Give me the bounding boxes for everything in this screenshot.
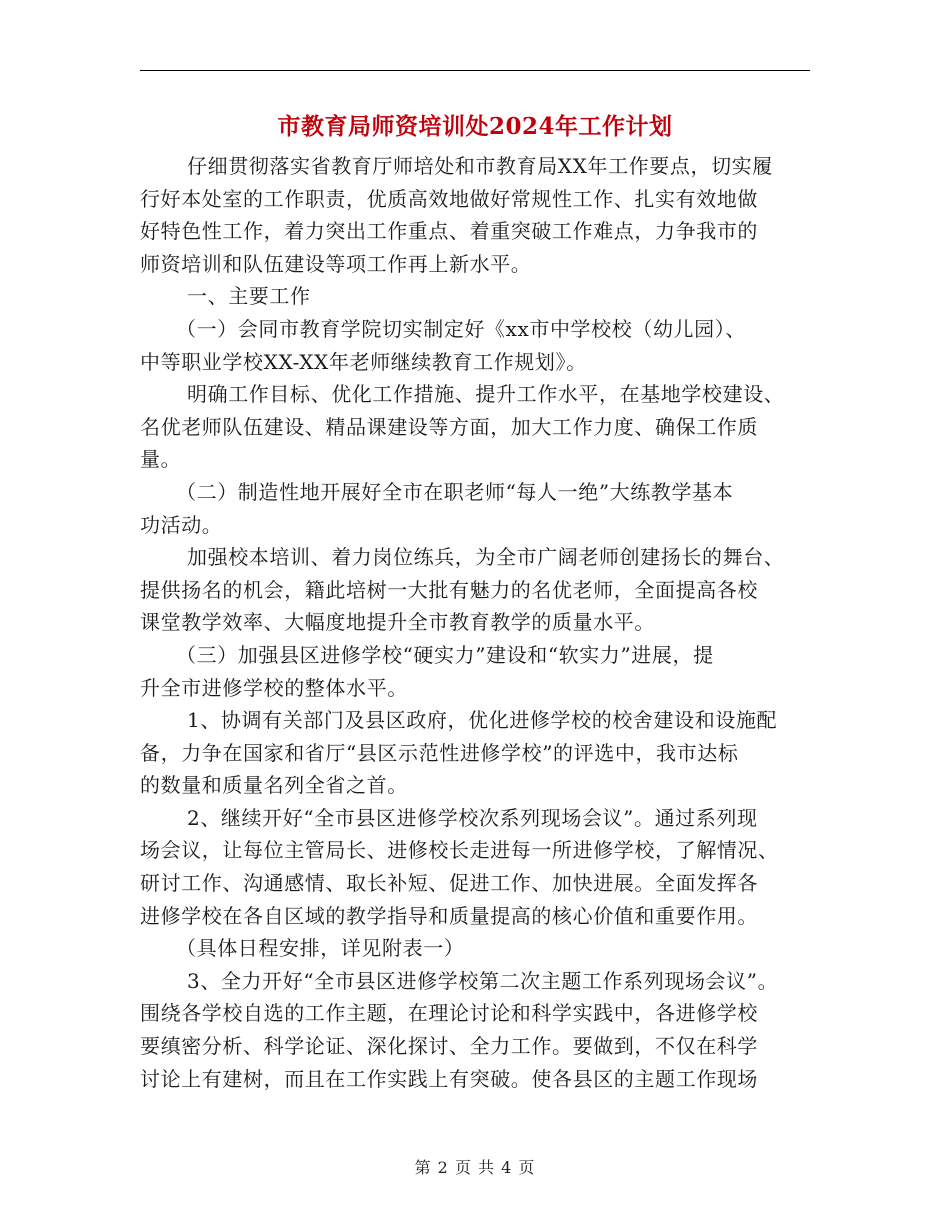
paragraph-line: 场会议，让每位主管局长、进修校长走进每一所进修学校，了解情况、 [140,838,779,863]
paragraph-line: 2、继续开好“全市县区进修学校次系列现场会议”。通过系列现 [187,805,758,830]
paragraph-line: 研讨工作、沟通感情、取长补短、促进工作、加快进展。全面发挥各 [140,871,758,896]
paragraph-line: 升全市进修学校的整体水平。 [140,675,408,700]
paragraph-line: 师资培训和队伍建设等项工作再上新水平。 [140,251,532,276]
paragraph-line: 备，力争在国家和省厅“县区示范性进修学校”的评选中，我市达标 [140,740,739,765]
paragraph-line: 提供扬名的机会，籍此培树一大批有魅力的名优老师，全面提高各校 [140,577,758,602]
paragraph-line: 进修学校在各自区域的教学指导和质量提高的核心价值和重要作用。 [140,903,758,928]
paragraph-line: 量。 [140,447,182,472]
paragraph-line: 围绕各学校自选的工作主题，在理论讨论和科学实践中，各进修学校 [140,1001,758,1026]
paragraph-line: 课堂教学效率、大幅度地提升全市教育教学的质量水平。 [140,610,655,635]
subsection-heading: （三）加强县区进修学校“硬实力”建设和“软实力”进展，提 [176,642,714,667]
paragraph-line: 名优老师队伍建设、精品课建设等方面，加大工作力度、确保工作质 [140,414,758,439]
page-number: 第 2 页 共 4 页 [414,1158,536,1177]
document-title: 市教育局师资培训处2024年工作计划 [277,113,673,140]
paragraph-line: 仔细贯彻落实省教育厅师培处和市教育局XX年工作要点，切实履 [187,154,773,178]
paragraph-line: 中等职业学校XX-XX年老师继续教育工作规划》。 [140,349,587,374]
paragraph-line: 功活动。 [140,512,223,537]
paragraph-line: （具体日程安排，详见附表一） [176,936,465,961]
paragraph-line: 好特色性工作，着力突出工作重点、着重突破工作难点，力争我市的 [140,219,758,244]
paragraph-line: 加强校本培训、着力岗位练兵，为全市广阔老师创建扬长的舞台、 [187,545,785,570]
paragraph-line: 要缜密分析、科学论证、深化探讨、全力工作。要做到，不仅在科学 [140,1034,758,1059]
paragraph-line: 1、协调有关部门及县区政府，优化进修学校的校舍建设和设施配 [187,708,778,733]
paragraph-line: 3、全力开好“全市县区进修学校第二次主题工作系列现场会议”。 [187,968,779,993]
section-heading: 一、主要工作 [187,284,311,309]
document-body [140,150,840,1095]
paragraph-line: 的数量和质量名列全省之首。 [140,773,408,798]
paragraph-line: 行好本处室的工作职责，优质高效地做好常规性工作、扎实有效地做 [140,186,758,211]
paragraph-line: 明确工作目标、优化工作措施、提升工作水平，在基地学校建设、 [187,382,785,407]
subsection-heading: （一）会同市教育学院切实制定好《xx市中学校校（幼儿园）、 [176,316,746,341]
subsection-heading: （二）制造性地开展好全市在职老师“每人一绝”大练教学基本 [176,479,734,504]
paragraph-line: 讨论上有建树，而且在工作实践上有突破。使各县区的主题工作现场 [140,1066,758,1091]
header-rule [140,70,810,71]
